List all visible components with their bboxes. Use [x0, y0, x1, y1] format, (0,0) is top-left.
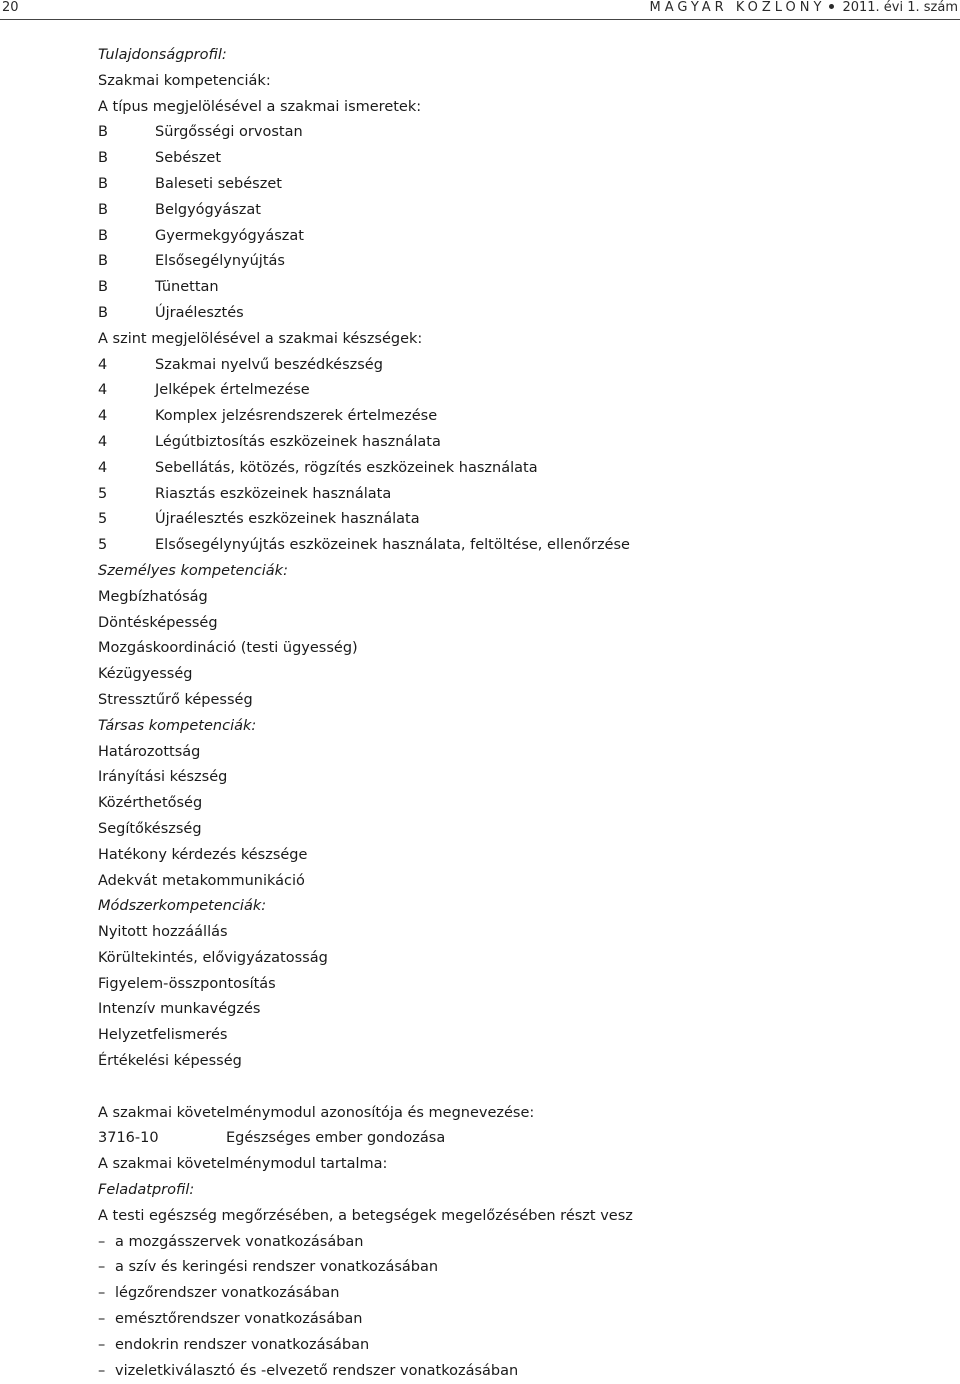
- knowledge-item: [98, 224, 938, 250]
- item-text: Gyermekgyógyászat: [155, 227, 304, 244]
- task-text: a mozgásszervek vonatkozásában: [115, 1233, 364, 1250]
- module-row: [98, 1126, 938, 1152]
- personal-list: [98, 585, 938, 714]
- document-body: [98, 43, 938, 1384]
- item-text: Újraélesztés eszközeinek használata: [155, 511, 420, 528]
- knowledge-item: [98, 249, 938, 275]
- module-code: 3716-10: [98, 1130, 159, 1147]
- social-competence-item: Adekvát metakommunikáció: [98, 872, 305, 889]
- social-competence-item: Segítőkészség: [98, 820, 202, 837]
- item-code: B: [98, 150, 108, 167]
- item-text: Belgyógyászat: [155, 201, 261, 218]
- profile-heading: Tulajdonságprofil:: [98, 47, 227, 63]
- task-text: endokrin rendszer vonatkozásában: [115, 1336, 370, 1353]
- dash-icon: –: [98, 1259, 106, 1276]
- item-code: 5: [98, 485, 108, 502]
- method-competence-item: Körültekintés, elővigyázatosság: [98, 949, 328, 966]
- dash-icon: –: [98, 1285, 106, 1302]
- social-heading: Társas kompetenciák:: [98, 717, 257, 734]
- journal-title: [650, 0, 958, 15]
- skill-item: [98, 482, 938, 508]
- item-code: 4: [98, 433, 108, 450]
- item-text: Szakmai nyelvű beszédkészség: [155, 356, 383, 373]
- method-competence-item: Nyitott hozzáállás: [98, 924, 228, 941]
- method-list: [98, 920, 938, 1075]
- skill-item: [98, 507, 938, 533]
- item-text: Újraélesztés: [155, 304, 244, 321]
- method-competence-item: Értékelési képesség: [98, 1053, 242, 1070]
- personal-competence-item: Kézügyesség: [98, 666, 193, 683]
- task-text: légzőrendszer vonatkozásában: [115, 1285, 340, 1302]
- task-text: a szív és keringési rendszer vonatkozásában: [115, 1259, 439, 1276]
- dash-icon: –: [98, 1336, 106, 1353]
- module-content-heading: A szakmai követelménymodul tartalma:: [98, 1156, 388, 1173]
- knowledge-list: [98, 120, 938, 326]
- page-number: 20: [2, 0, 19, 15]
- section-spacer: [98, 1075, 938, 1101]
- skills-heading: A szint megjelölésével a szakmai készségek:: [98, 330, 423, 347]
- header-divider: [0, 19, 960, 20]
- item-text: Riasztás eszközeinek használata: [155, 485, 392, 502]
- task-text: vizeletkiválasztó és -elvezető rendszer vonatkozásában: [115, 1362, 519, 1379]
- module-id-heading: A szakmai követelménymodul azonosítója és megnevezése:: [98, 1104, 535, 1121]
- item-text: Baleseti sebészet: [155, 175, 282, 192]
- item-code: B: [98, 201, 108, 218]
- method-competence-item: Helyzetfelismerés: [98, 1027, 228, 1044]
- tasks-list: [98, 1230, 938, 1384]
- task-profile-heading: Feladatprofil:: [98, 1182, 195, 1199]
- task-intro: A testi egészség megőrzésében, a betegségek megelőzésében részt vesz: [98, 1207, 633, 1224]
- item-code: B: [98, 124, 108, 141]
- task-item: [98, 1255, 938, 1281]
- item-code: B: [98, 279, 108, 296]
- skill-item: [98, 533, 938, 559]
- social-competence-item: Irányítási készség: [98, 769, 228, 786]
- task-item: [98, 1307, 938, 1333]
- professional-heading: Szakmai kompetenciák:: [98, 72, 271, 89]
- item-text: Elsősegélynyújtás eszközeinek használata, feltöltése, ellenőrzése: [155, 537, 630, 554]
- personal-heading: Személyes kompetenciák:: [98, 562, 288, 579]
- task-item: [98, 1359, 938, 1384]
- dash-icon: –: [98, 1362, 106, 1379]
- social-competence-item: Közérthetőség: [98, 795, 203, 812]
- knowledge-item: [98, 301, 938, 327]
- item-text: Légútbiztosítás eszközeinek használata: [155, 433, 441, 450]
- journal-name: MAGYAR KÖZLÖNY: [649, 0, 826, 15]
- knowledge-heading: A típus megjelölésével a szakmai ismeretek:: [98, 98, 422, 115]
- knowledge-item: [98, 120, 938, 146]
- page-header: [0, 0, 960, 20]
- item-text: Sebellátás, kötözés, rögzítés eszközeinek használata: [155, 459, 538, 476]
- skill-item: [98, 456, 938, 482]
- item-text: Jelképek értelmezése: [155, 382, 310, 399]
- item-text: Sebészet: [155, 150, 222, 167]
- item-code: B: [98, 304, 108, 321]
- skills-list: [98, 353, 938, 559]
- item-code: 4: [98, 408, 108, 425]
- method-competence-item: Figyelem-összpontosítás: [98, 975, 276, 992]
- item-code: 5: [98, 537, 108, 554]
- item-code: B: [98, 253, 108, 270]
- item-text: Sürgősségi orvostan: [155, 124, 303, 141]
- skill-item: [98, 404, 938, 430]
- task-item: [98, 1230, 938, 1256]
- item-text: Komplex jelzésrendszerek értelmezése: [155, 408, 438, 425]
- knowledge-item: [98, 146, 938, 172]
- module-name: Egészséges ember gondozása: [226, 1130, 446, 1147]
- item-code: 5: [98, 511, 108, 528]
- method-competence-item: Intenzív munkavégzés: [98, 1001, 261, 1018]
- skill-item: [98, 353, 938, 379]
- social-competence-item: Hatékony kérdezés készsége: [98, 846, 308, 863]
- task-item: [98, 1333, 938, 1359]
- item-text: Tünettan: [155, 279, 219, 296]
- social-competence-item: Határozottság: [98, 743, 201, 760]
- personal-competence-item: Megbízhatóság: [98, 588, 208, 605]
- bullet-icon: [829, 4, 834, 9]
- dash-icon: –: [98, 1311, 106, 1328]
- item-code: 4: [98, 382, 108, 399]
- knowledge-item: [98, 172, 938, 198]
- personal-competence-item: Stressztűrő képesség: [98, 691, 253, 708]
- knowledge-item: [98, 275, 938, 301]
- item-text: Elsősegélynyújtás: [155, 253, 285, 270]
- issue-label: 2011. évi 1. szám: [842, 0, 958, 15]
- method-heading: Módszerkompetenciák:: [98, 898, 267, 915]
- skill-item: [98, 378, 938, 404]
- item-code: 4: [98, 459, 108, 476]
- item-code: 4: [98, 356, 108, 373]
- item-code: B: [98, 227, 108, 244]
- task-text: emésztőrendszer vonatkozásában: [115, 1311, 363, 1328]
- skill-item: [98, 430, 938, 456]
- personal-competence-item: Döntésképesség: [98, 614, 218, 631]
- social-list: [98, 740, 938, 895]
- knowledge-item: [98, 198, 938, 224]
- item-code: B: [98, 175, 108, 192]
- personal-competence-item: Mozgáskoordináció (testi ügyesség): [98, 640, 358, 657]
- dash-icon: –: [98, 1233, 106, 1250]
- task-item: [98, 1281, 938, 1307]
